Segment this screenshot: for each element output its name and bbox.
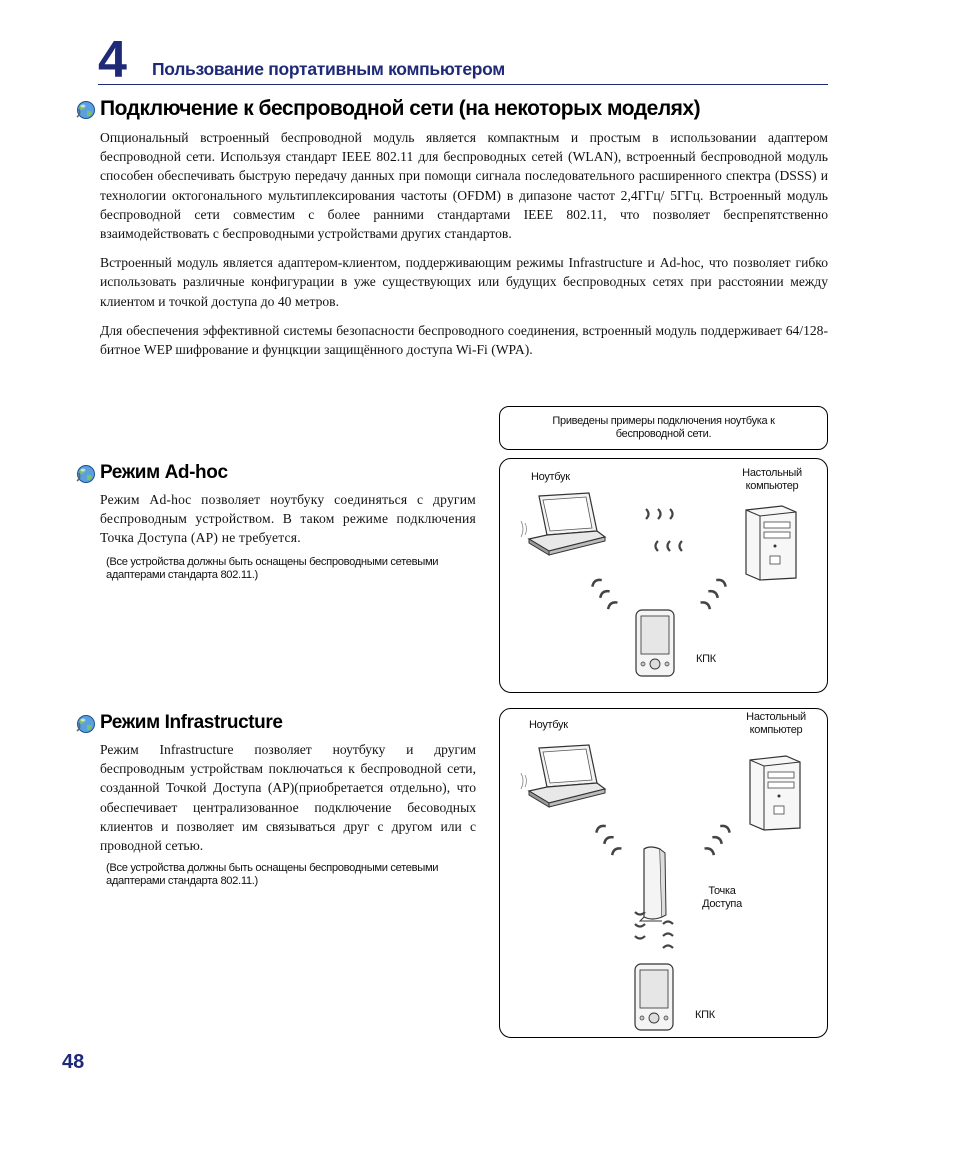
paragraph: Опциональный встроенный беспроводной модуль является компактным и простым в использовании адаптером беспроводной сети. Используя стандарт IEEE 802.11 для беспроводных сетей (WLAN), встроенный беспроводной модуль способен обеспечивать быструю передачу данных при помощи сигнала последовательного расширенного спектра (DSSS) и технологии октогонального мультиплексирования частоты (OFDM) в дипазоне частот 2,4ГГц/ 5ГГц. Встроенный модуль беспроводной сети совместим с более ранними стандартами IEEE 802.11, что позволяет беспрепятственно взаимодействовать с беспроводными устройствами других стандартов. xyxy=(100,130,828,242)
laptop-icon xyxy=(518,743,610,813)
section-body xyxy=(100,128,828,359)
page-number: 48 xyxy=(62,1051,85,1073)
infrastructure-title: Режим Infrastructure xyxy=(100,712,283,733)
section-title: Подключение к беспроводной сети (на некоторых моделях) xyxy=(100,97,701,120)
wireless-signal-icon xyxy=(644,539,684,553)
chapter-number: 4 xyxy=(98,31,127,89)
globe-icon xyxy=(76,464,96,484)
pda-label: КПК xyxy=(695,1009,715,1021)
adhoc-text: Режим Ad-hoc позволяет ноутбуку соединяться с другим беспроводным устройством. В таком режиме подключения Точка Доступа (AP) не требуется. xyxy=(100,492,476,546)
desktop-label: Настольный компьютер xyxy=(746,711,806,736)
wireless-signal-icon xyxy=(584,810,626,860)
paragraph: Встроенный модуль является адаптером-клиентом, поддерживающим режимы Infrastructure и Ad-hoc, что позволяет гибко использовать различные конфигурации в уже существующих или будущих беспроводных сетях при расстоянии между клиентом и точкой доступа до 40 метров. xyxy=(100,255,828,309)
globe-icon xyxy=(76,714,96,734)
wireless-signal-icon xyxy=(644,507,684,521)
infrastructure-note: (Все устройства должны быть оснащены беспроводными сетевыми адаптерами стандарта 802.11.) xyxy=(106,862,439,887)
header-rule xyxy=(98,84,828,85)
paragraph: Для обеспечения эффективной системы безопасности беспроводного соединения, встроенный модуль поддерживает 64/128-битное WEP шифрование и фунцкции защищённого доступа Wi-Fi (WPA). xyxy=(100,322,828,358)
wireless-signal-icon xyxy=(580,564,622,614)
chapter-title: Пользование портативным компьютером xyxy=(152,59,505,79)
desktop-icon xyxy=(740,495,800,585)
adhoc-diagram xyxy=(499,458,828,693)
pda-icon xyxy=(633,607,677,679)
wireless-signal-icon xyxy=(633,910,647,950)
laptop-label: Ноутбук xyxy=(529,719,568,731)
pda-label: КПК xyxy=(696,653,716,665)
infrastructure-text: Режим Infrastructure позволяет ноутбуку и другим беспроводным устройствам поключаться к беспроводной сети, созданной Точкой Доступа (AP)(приобретается отдельно), что обеспечивает централизованное подключение бесоводных клиентов и позволяет им связываться друг с другом или с проводной сетью. xyxy=(100,742,476,854)
globe-icon xyxy=(76,100,96,120)
laptop-icon xyxy=(518,491,610,561)
wireless-signal-icon xyxy=(696,564,738,614)
desktop-icon xyxy=(744,745,804,835)
wireless-signal-icon xyxy=(661,910,675,950)
desktop-label: Настольный компьютер xyxy=(742,467,802,492)
callout-box xyxy=(499,406,828,450)
wireless-signal-icon xyxy=(700,810,742,860)
laptop-label: Ноутбук xyxy=(531,471,570,483)
infrastructure-diagram xyxy=(499,708,828,1038)
pda-icon xyxy=(632,961,676,1033)
adhoc-note: (Все устройства должны быть оснащены беспроводными сетевыми адаптерами стандарта 802.11.) xyxy=(106,556,439,581)
callout-text: Приведены примеры подключения ноутбука к беспроводной сети. xyxy=(552,415,775,440)
adhoc-title: Режим Ad-hoc xyxy=(100,462,228,483)
ap-label: Точка Доступа xyxy=(702,885,742,910)
